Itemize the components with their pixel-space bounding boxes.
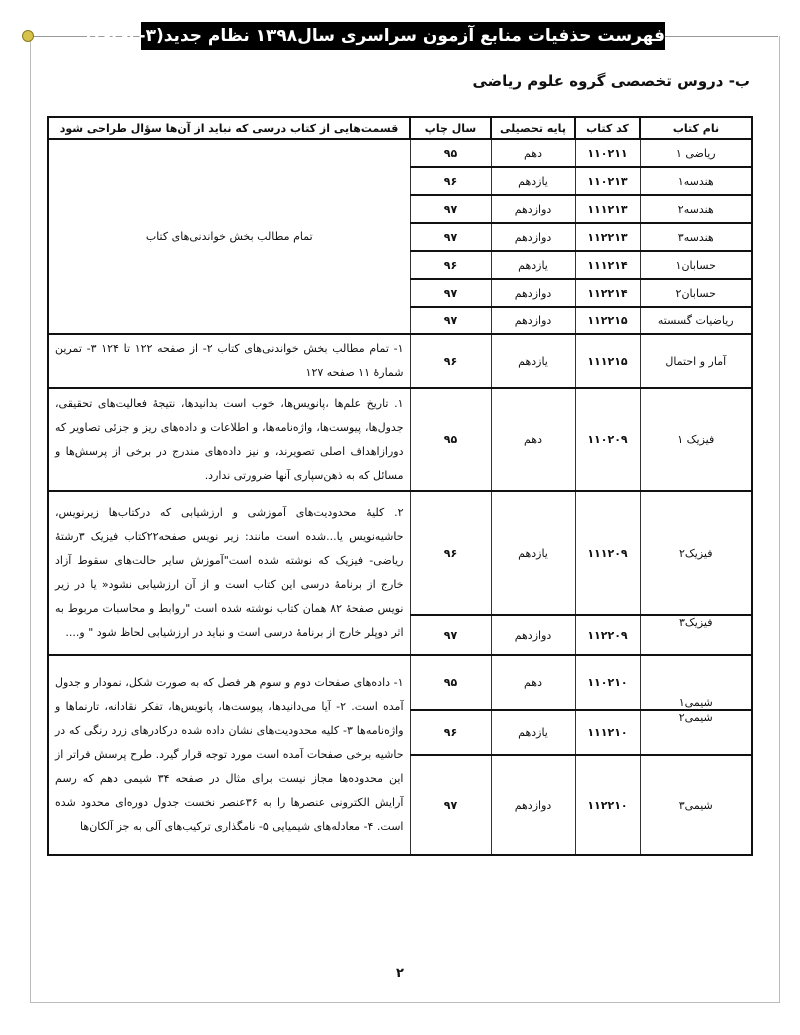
- book-year: ۹۷: [410, 615, 491, 655]
- book-grade: دوازدهم: [491, 755, 575, 855]
- book-code: ۱۱۲۲۱۰: [575, 755, 640, 855]
- book-code: ۱۱۱۲۱۵: [575, 334, 640, 388]
- table-row: [48, 139, 752, 167]
- table-row: [48, 655, 752, 710]
- book-year: ۹۵: [410, 139, 491, 167]
- book-year: ۹۶: [410, 251, 491, 279]
- notes-physics-2: ۲. کلیهٔ محدودیت‌های آموزشی و ارزشیابی که درکتاب‌ها زیرنویس، حاشیه‌نویس یا...شده است مانند: زیر نویس صفحه۲۲کتاب فیزیک ۳رشتهٔ ریاضی- فیزیک که نوشته شده است"آموزش سایر حالت‌های سقوط آزاد خارج از برنامهٔ درسی این کتاب است و از آن ارزشیابی نشود« یا در زیر نویس صفحهٔ ۸۲ همان کتاب نوشته شده است "روابط و محاسبات مربوط به اثر دوپلر خارج از برنامهٔ درسی است و نباید در ارزشیابی لحاظ شود " و....: [48, 491, 410, 655]
- notes-physics-1: ۱. تاریخ علم‌ها ،پانویس‌ها، خوب است بدانیدها، نتیجهٔ فعالیت‌های تحقیقی، جدول‌ها، پیوست‌ها، واژه‌نامه‌ها، و اطلاعات و داده‌های ریز و جزئی تصاویر که دورازاهداف اصلی تصویرند، و نیز داده‌های مندرج در برخی از پرسش‌ها و مسائل که به ذهن‌سپاری آنها ضرورتی ندارد.: [48, 388, 410, 491]
- book-year: ۹۷: [410, 307, 491, 334]
- notes-statistics: ۱- تمام مطالب بخش خواندنی‌های کتاب ۲- از صفحه ۱۲۲ تا ۱۲۴ ۳- تمرین شمارهٔ ۱۱ صفحه ۱۲۷: [48, 334, 410, 388]
- book-grade: دوازدهم: [491, 223, 575, 251]
- book-grade: دهم: [491, 655, 575, 710]
- section-title: ب- دروس تخصصی گروه علوم ریاضی: [472, 72, 750, 90]
- book-name: هندسه۳: [640, 223, 752, 251]
- book-year: ۹۵: [410, 655, 491, 710]
- book-grade: یازدهم: [491, 334, 575, 388]
- page-number: ۲: [396, 966, 404, 981]
- book-grade: یازدهم: [491, 251, 575, 279]
- book-code: ۱۱۰۲۰۹: [575, 388, 640, 491]
- book-code: ۱۱۲۲۱۴: [575, 279, 640, 307]
- book-grade: دوازدهم: [491, 307, 575, 334]
- book-name: آمار و احتمال: [640, 334, 752, 388]
- book-grade: دوازدهم: [491, 615, 575, 655]
- book-grade: دوازدهم: [491, 279, 575, 307]
- table-row: [48, 334, 752, 388]
- book-name: شیمی۳: [640, 755, 752, 855]
- book-code: ۱۱۰۲۱۰: [575, 655, 640, 710]
- book-code: ۱۱۲۲۰۹: [575, 615, 640, 655]
- book-name: ریاضیات گسسته: [640, 307, 752, 334]
- book-year: ۹۶: [410, 710, 491, 755]
- deletions-table: [47, 116, 753, 856]
- header-code: کد کتاب: [575, 117, 640, 139]
- book-year: ۹۷: [410, 223, 491, 251]
- book-name: فیزیک۳: [640, 615, 752, 655]
- book-grade: دهم: [491, 139, 575, 167]
- book-year: ۹۷: [410, 279, 491, 307]
- book-code: ۱۱۰۲۱۱: [575, 139, 640, 167]
- header-name: نام کتاب: [640, 117, 752, 139]
- table-row: [48, 491, 752, 615]
- book-year: ۹۷: [410, 755, 491, 855]
- page-title: فهرست حذفیات منابع آزمون سراسری سال۱۳۹۸ نظام جدید(۳-۳-۳-۳): [141, 22, 665, 50]
- book-name: فیزیک ۱: [640, 388, 752, 491]
- book-year: ۹۵: [410, 388, 491, 491]
- book-grade: یازدهم: [491, 710, 575, 755]
- book-name: حسابان۲: [640, 279, 752, 307]
- book-code: ۱۱۱۲۱۴: [575, 251, 640, 279]
- book-code: ۱۱۰۲۱۳: [575, 167, 640, 195]
- book-name: هندسه۱: [640, 167, 752, 195]
- book-code: ۱۱۲۲۱۳: [575, 223, 640, 251]
- notes-chemistry: ۱- داده‌های صفحات دوم و سوم هر فصل که به صورت شکل، نمودار و جدول آمده است. ۲- آیا می‌دانیدها، پیوست‌ها، پانویس‌ها، تفکر نقادانه، تارنماها و واژه‌نامه‌ها ۳- کلیه محدودیت‌های نشان داده شده درکادرهای زرد رنگی که در حاشیه برخی صفحات آمده است مورد توجه قرار گیرد. طرح پرسش فراتر از این محدوده‌ها مجاز نیست برای مثال در صفحه ۳۴ شیمی دهم که رسم آرایش الکترونی عنصرها را به ۳۶عنصر نخست جدول دوره‌ای محدود شده است. ۴- معادله‌های شیمیایی ۵- نامگذاری ترکیب‌های آلی به جز آلکان‌ها: [48, 655, 410, 855]
- book-name: شیمی۱: [640, 655, 752, 710]
- book-code: ۱۱۱۲۱۰: [575, 710, 640, 755]
- header-grade: پایه تحصیلی: [491, 117, 575, 139]
- book-name: شیمی۲: [640, 710, 752, 755]
- book-year: ۹۶: [410, 491, 491, 615]
- book-code: ۱۱۱۲۰۹: [575, 491, 640, 615]
- book-name: فیزیک۲: [640, 491, 752, 615]
- book-year: ۹۶: [410, 334, 491, 388]
- book-code: ۱۱۱۲۱۳: [575, 195, 640, 223]
- book-grade: یازدهم: [491, 167, 575, 195]
- book-grade: یازدهم: [491, 491, 575, 615]
- book-year: ۹۶: [410, 167, 491, 195]
- table-row: [48, 388, 752, 491]
- book-grade: دوازدهم: [491, 195, 575, 223]
- book-grade: دهم: [491, 388, 575, 491]
- book-year: ۹۷: [410, 195, 491, 223]
- notes-math: تمام مطالب بخش خواندنی‌های کتاب: [48, 139, 410, 334]
- book-name: هندسه۲: [640, 195, 752, 223]
- pin-icon: [22, 30, 34, 42]
- table-header: [48, 117, 752, 139]
- header-notes: قسمت‌هایی از کتاب درسی که نباید از آن‌ها سؤال طراحی شود: [48, 117, 410, 139]
- book-name: ریاضی ۱: [640, 139, 752, 167]
- book-code: ۱۱۲۲۱۵: [575, 307, 640, 334]
- header-year: سال چاپ: [410, 117, 491, 139]
- book-name: حسابان۱: [640, 251, 752, 279]
